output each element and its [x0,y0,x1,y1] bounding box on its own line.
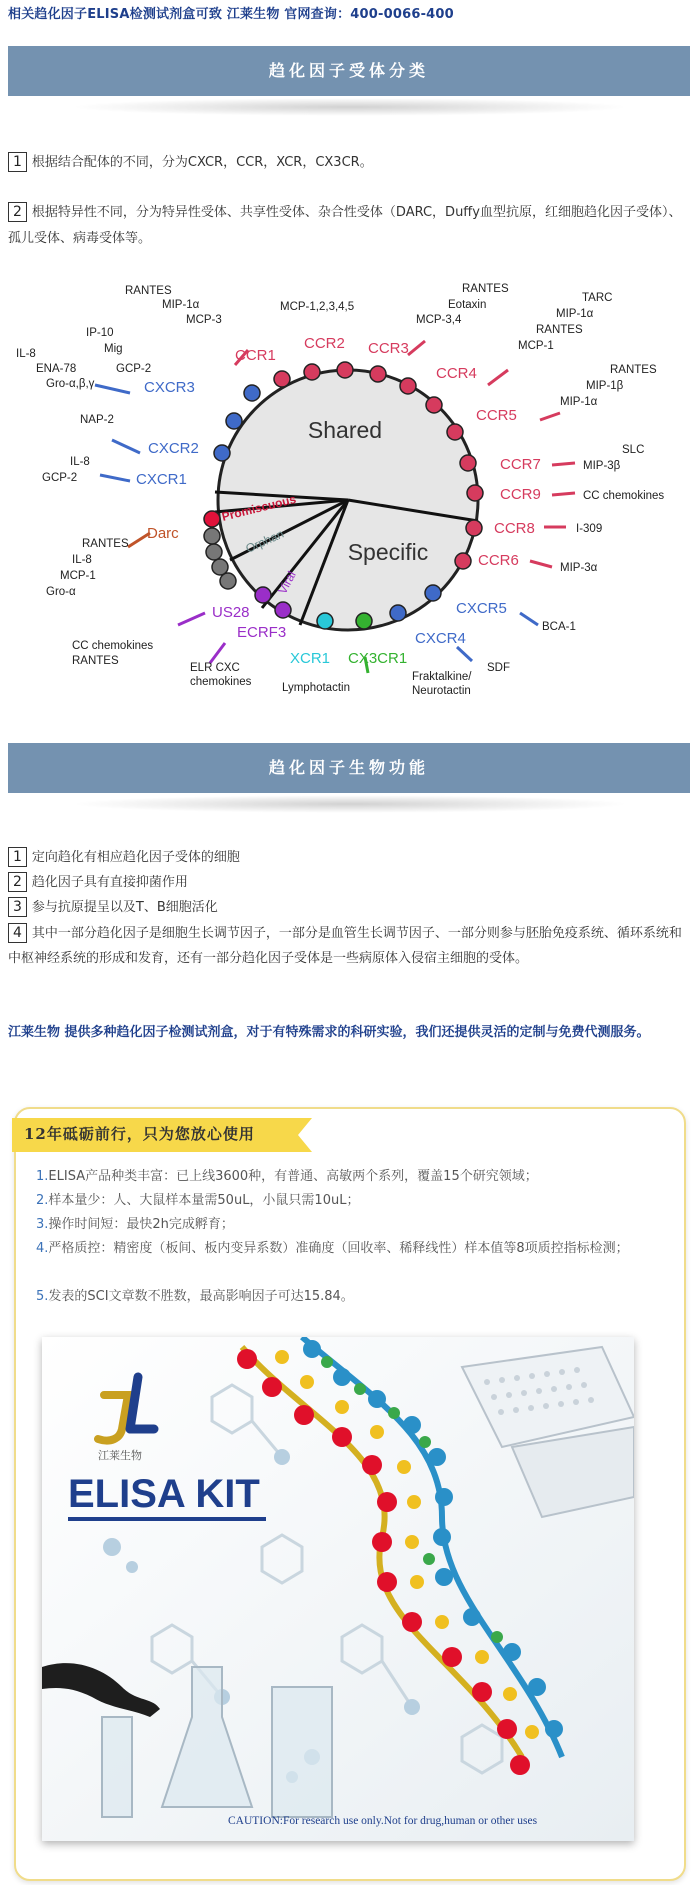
feature-text: ELISA产品种类丰富：已上线3600种，有普通、高敏两个系列，覆盖15个研究领域； [48,1169,538,1184]
feature-number: 1. [36,1169,49,1184]
receptor-ccr9: CCR9 [500,486,541,503]
item-text: 根据结合配体的不同，分为CXCR，CCR，XCR，CX3CR。 [31,155,373,170]
ligand-text: IL-8 [70,456,90,468]
receptor-ccr5: CCR5 [476,407,517,424]
function-item-1 [8,846,690,870]
ligand-text: Mig [104,343,123,355]
ccr3-dot [370,366,386,382]
kit-artwork [42,1337,634,1841]
ccr7-dot [460,455,476,471]
receptor-xcr1: XCR1 [290,650,331,667]
receptor-ccr2: CCR2 [304,335,345,352]
item-number: 2 [8,872,27,892]
function-item-2 [8,871,690,895]
logo-subtitle: 江莱生物 [98,1449,142,1462]
item-text: 参与抗原提呈以及T、B细胞活化 [31,900,218,915]
specific-label: Specific [347,539,429,565]
receptor-ecrf3: ECRF3 [237,624,287,641]
ligand-text: NAP-2 [80,414,114,426]
ligand-text: MIP-1β [586,380,624,392]
feature-item-2 [36,1189,666,1212]
ccr4-dot-b [426,397,442,413]
section-banner-biological-function: 趋化因子生物功能 [8,743,690,793]
shared-label: Shared [307,417,383,443]
darc-dot [204,511,220,527]
classification-item-1 [8,150,690,176]
cxcr4-dot [390,605,406,621]
receptor-cxcr4: CXCR4 [415,630,466,647]
ccr5-dot [447,424,463,440]
receptor-ccr6: CCR6 [478,552,519,569]
ligand-text: Fraktalkine/ [412,671,472,683]
header-topline: 相关趋化因子ELISA检测试剂盒可致 江莱生物 官网查询：400-0066-400 [8,7,454,22]
ligand-text: MIP-1α [556,308,594,320]
receptor-cxcr5: CXCR5 [456,600,507,617]
receptor-cxcr1: CXCR1 [136,471,187,488]
ligand-text: I-309 [576,523,603,535]
promiscuous-label: Promiscuous [220,491,298,524]
ligand-text: MCP-1 [518,340,554,352]
viral-label: Viral [275,568,299,597]
ligand-text: SDF [487,662,510,674]
feature-text: 操作时间短：最快2h完成孵育； [48,1217,234,1232]
ligand-text: Lymphotactin [282,682,350,694]
ligand-text: IL-8 [16,348,36,360]
ligand-text: TARC [582,292,613,304]
feature-text: 发表的SCI文章数不胜数，最高影响因子可达15.84。 [48,1289,354,1304]
ligand-text: CC chemokines [72,640,154,652]
ribbon-text: 12年砥砺前行，只为您放心使用 [24,1125,255,1143]
kit-caution: CAUTION:For research use only.Not for drug,human or other uses [228,1815,538,1827]
ligand-text: chemokines [190,676,252,688]
function-item-4 [8,921,690,971]
receptor-ccr3: CCR3 [368,340,409,357]
item-number: 4 [8,923,27,943]
section-banner-receptor-classification: 趋化因子受体分类 [8,46,690,96]
ligand-text: Eotaxin [448,299,487,311]
ccr2-dot-b [337,362,353,378]
promo-text: 江莱生物 提供多种趋化因子检测试剂盒，对于有特殊需求的科研实验，我们还提供灵活的定制与免费代测服务。 [8,1025,650,1040]
xcr1-dot [317,613,333,629]
ccr1-dot [274,371,290,387]
classification-item-2 [8,200,690,252]
us28-dot [255,587,271,603]
receptor-cx3cr1: CX3CR1 [348,650,408,667]
ccr4-dot [400,378,416,394]
feature-number: 5. [36,1289,49,1304]
receptor-ccr4: CCR4 [436,365,477,382]
feature-item-1 [36,1165,666,1188]
receptor-ccr1: CCR1 [235,347,276,364]
elisa-kit-title: ELISA KIT [68,1472,260,1516]
ligand-text: BCA-1 [542,621,576,633]
item-number: 2 [8,202,27,222]
ccr2-dot-a [304,364,320,380]
ecrf3-dot [275,602,291,618]
chemokine-receptor-diagram [0,275,698,725]
ligand-text: MCP-3,4 [416,314,462,326]
ligand-text: RANTES [125,285,172,297]
item-number: 3 [8,897,27,917]
orphan-dot-3 [206,544,222,560]
ligand-text: ELR CXC [190,662,240,674]
function-item-3 [8,896,690,920]
cxcr3-dot [244,385,260,401]
ccr9-dot [467,485,483,501]
ligand-text: Gro-α,β,γ [46,378,95,390]
feature-number: 4. [36,1241,49,1256]
feature-text: 样本量少：人、大鼠样本量需50uL，小鼠只需10uL； [48,1193,360,1208]
cxcr5-dot [425,585,441,601]
ligand-text: RANTES [536,324,583,336]
feature-number: 3. [36,1217,49,1232]
cx3cr1-dot [356,613,372,629]
ligand-text: RANTES [462,283,509,295]
ligand-text: GCP-2 [42,472,78,484]
title-underline [68,1517,266,1521]
receptor-darc: Darc [147,525,179,542]
item-text: 根据特异性不同，分为特异性受体、共享性受体、杂合性受体（DARC，Duffy血型抗原，红细胞趋化因子受体）、孤儿受体、病毒受体等。 [8,205,682,246]
ligand-text: RANTES [72,655,119,667]
ligand-text: MIP-1α [560,396,598,408]
ccr8-dot [466,520,482,536]
receptor-ccr8: CCR8 [494,520,535,537]
ligand-text: RANTES [82,538,129,550]
ligand-text: IP-10 [86,327,114,339]
orphan-dot-2 [212,559,228,575]
ligand-text: MIP-3α [560,562,598,574]
cxcr1-dot [214,445,230,461]
item-text: 定向趋化有相应趋化因子受体的细胞 [31,850,240,865]
item-text: 趋化因子具有直接抑菌作用 [31,875,188,890]
ligand-text: MIP-1α [162,299,200,311]
ligand-text: MCP-3 [186,314,222,326]
receptor-cxcr3: CXCR3 [144,379,195,396]
banner-shadow [70,98,630,116]
ligand-text: MCP-1 [60,570,96,582]
feature-item-3 [36,1213,666,1236]
ligand-text: CC chemokines [583,490,665,502]
elisa-kit-image [42,1337,634,1841]
receptor-us28: US28 [212,604,250,621]
ligand-text: ENA-78 [36,363,77,375]
ligand-text: RANTES [610,364,657,376]
receptor-ccr7: CCR7 [500,456,541,473]
item-number: 1 [8,847,27,867]
feature-number: 2. [36,1193,49,1208]
ccr6-dot [455,553,471,569]
orphan-label: Orphan [243,526,286,556]
banner-shadow [70,795,630,813]
feature-item-4 [36,1237,666,1260]
ligand-text: SLC [622,444,645,456]
ligand-text: IL-8 [72,554,92,566]
ligand-text: MCP-1,2,3,4,5 [280,301,355,313]
ligand-text: GCP-2 [116,363,152,375]
ligand-text: MIP-3β [583,460,621,472]
item-text: 其中一部分趋化因子是细胞生长调节因子，一部分是血管生长调节因子、一部分则参与胚胎免疫系统、循环系统和中枢神经系统的形成和发育，还有一部分趋化因子受体是一些病原体入侵宿主细胞的受体。 [8,926,682,966]
item-number: 1 [8,152,27,172]
feature-text: 严格质控：精密度（板间、板内变异系数）准确度（回收率、稀释线性）样本值等8项质控指标检测； [48,1241,629,1256]
cxcr2-dot [226,413,242,429]
feature-item-5 [36,1285,666,1308]
receptor-cxcr2: CXCR2 [148,440,199,457]
ligand-text: Neurotactin [412,685,471,697]
orphan-dot-4 [204,528,220,544]
ligand-text: Gro-α [46,586,76,598]
